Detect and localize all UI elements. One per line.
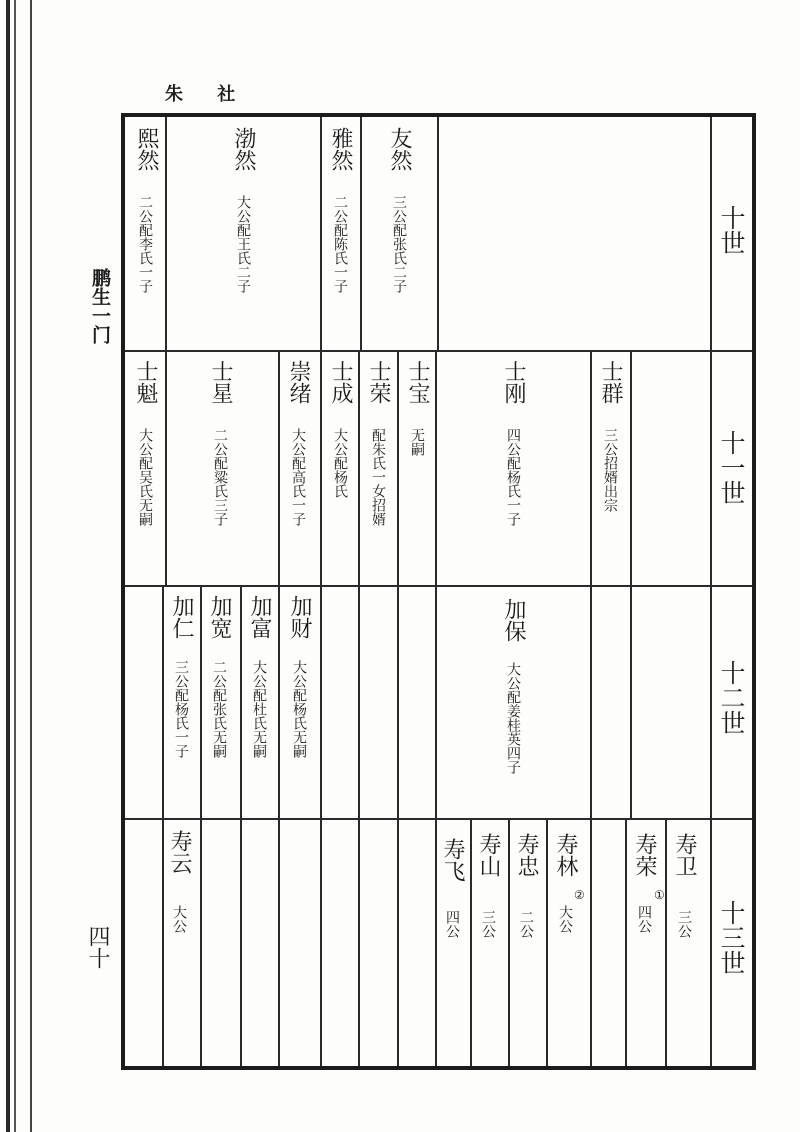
person-description: 大公 bbox=[171, 905, 187, 933]
person-name: 渤然 bbox=[231, 127, 256, 171]
person-description: 二公配陈氏一子 bbox=[332, 195, 348, 293]
person-description: 二公配粱氏三子 bbox=[212, 428, 228, 526]
person-name: 寿云 bbox=[167, 830, 192, 874]
divider bbox=[625, 820, 627, 1066]
person-name: 士宝 bbox=[405, 360, 430, 404]
divider bbox=[546, 820, 548, 1066]
person-description: 大公配王氏二子 bbox=[235, 195, 251, 293]
generation-label: 十三世 bbox=[717, 900, 746, 975]
branch-label: 鹏生一门 bbox=[89, 268, 111, 344]
divider bbox=[590, 820, 592, 1066]
divider bbox=[397, 350, 399, 585]
page-number: 四十 bbox=[85, 925, 110, 969]
person-name: 士刚 bbox=[501, 360, 526, 404]
person-name: 加仁 bbox=[169, 595, 194, 639]
person-description: 大公配姜桂英四子 bbox=[505, 662, 521, 774]
person-description: 大公配杨氏 bbox=[332, 428, 348, 498]
divider bbox=[320, 117, 322, 350]
divider bbox=[162, 820, 164, 1066]
divider bbox=[397, 820, 399, 1066]
person-description: 四公 bbox=[444, 910, 460, 938]
binding-edge-thin bbox=[14, 0, 16, 1132]
person-name: 寿林 bbox=[553, 833, 578, 877]
row-divider-11-12 bbox=[125, 585, 752, 587]
divider bbox=[278, 820, 280, 1066]
person-description: 二公配李氏一子 bbox=[137, 195, 153, 293]
person-description: 三公 bbox=[480, 910, 496, 938]
generation-label: 十二世 bbox=[717, 660, 746, 735]
footnote-marker: ① bbox=[654, 888, 665, 902]
person-description: 三公招婿出宗 bbox=[602, 428, 618, 512]
divider bbox=[162, 587, 164, 818]
divider bbox=[200, 587, 202, 818]
person-name: 雅然 bbox=[328, 127, 353, 171]
person-name: 寿荣 bbox=[632, 833, 657, 877]
person-name: 寿山 bbox=[476, 833, 501, 877]
person-name: 加财 bbox=[287, 595, 312, 639]
person-name: 士群 bbox=[598, 360, 623, 404]
divider bbox=[435, 820, 437, 1066]
divider bbox=[320, 820, 322, 1066]
person-description: 配朱氏一女招婿 bbox=[370, 428, 386, 526]
person-description: 二公 bbox=[518, 910, 534, 938]
divider bbox=[665, 820, 667, 1066]
divider bbox=[200, 820, 202, 1066]
divider bbox=[278, 350, 280, 585]
generation-column-divider bbox=[710, 117, 712, 1066]
divider bbox=[358, 820, 360, 1066]
divider bbox=[358, 587, 360, 818]
margin-rule bbox=[30, 0, 32, 1132]
page-header: 朱 社 bbox=[165, 84, 250, 105]
divider bbox=[508, 820, 510, 1066]
person-description: 大公配吴氏无嗣 bbox=[137, 428, 153, 526]
generation-label: 十一世 bbox=[717, 430, 746, 505]
divider bbox=[630, 350, 632, 585]
person-description: 大公配杨氏无嗣 bbox=[291, 660, 307, 758]
divider bbox=[320, 350, 322, 585]
person-description: 三公配杨氏一子 bbox=[173, 660, 189, 758]
person-name: 熙然 bbox=[134, 127, 159, 171]
person-description: 四公 bbox=[636, 905, 652, 933]
divider bbox=[278, 587, 280, 818]
divider bbox=[320, 587, 322, 818]
row-divider-12-13 bbox=[125, 818, 752, 820]
person-name: 寿飞 bbox=[440, 838, 465, 882]
person-description: 大公配高氏一子 bbox=[290, 428, 306, 526]
divider bbox=[435, 587, 437, 818]
divider bbox=[630, 587, 632, 818]
divider bbox=[437, 117, 439, 350]
divider bbox=[358, 350, 360, 585]
person-name: 加富 bbox=[247, 595, 272, 639]
person-name: 加保 bbox=[501, 598, 526, 642]
row-divider-10-11 bbox=[125, 350, 752, 352]
person-name: 士荣 bbox=[366, 360, 391, 404]
person-name: 友然 bbox=[387, 127, 412, 171]
person-name: 寿卫 bbox=[672, 833, 697, 877]
divider bbox=[590, 587, 592, 818]
person-description: 大公 bbox=[557, 905, 573, 933]
divider bbox=[165, 117, 167, 350]
divider bbox=[165, 350, 167, 585]
person-name: 加宽 bbox=[207, 595, 232, 639]
person-description: 三公 bbox=[676, 910, 692, 938]
person-description: 四公配杨氏一子 bbox=[505, 428, 521, 526]
divider bbox=[590, 350, 592, 585]
binding-edge-thick bbox=[6, 0, 10, 1132]
divider bbox=[240, 587, 242, 818]
person-name: 士成 bbox=[328, 360, 353, 404]
divider bbox=[435, 350, 437, 585]
person-description: 三公配张氏二子 bbox=[391, 195, 407, 293]
divider bbox=[360, 117, 362, 350]
divider bbox=[397, 587, 399, 818]
person-name: 崇绪 bbox=[286, 360, 311, 404]
generation-label: 十世 bbox=[717, 205, 746, 255]
person-name: 士魁 bbox=[133, 360, 158, 404]
person-description: 大公配杜氏无嗣 bbox=[251, 660, 267, 758]
divider bbox=[470, 820, 472, 1066]
person-description: 二公配张氏无嗣 bbox=[211, 660, 227, 758]
divider bbox=[240, 820, 242, 1066]
footnote-marker: ② bbox=[574, 888, 585, 902]
person-name: 士星 bbox=[208, 360, 233, 404]
person-name: 寿忠 bbox=[514, 833, 539, 877]
person-description: 无嗣 bbox=[409, 428, 425, 456]
